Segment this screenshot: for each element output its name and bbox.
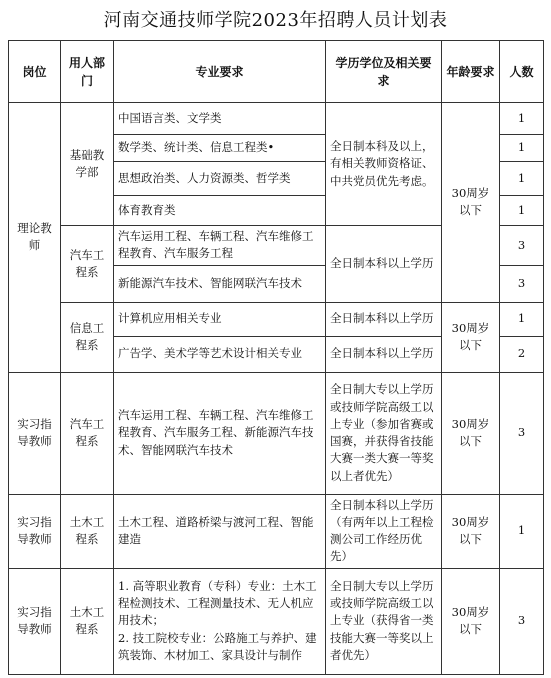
age-cell: 30周岁以下 [442,372,500,494]
count-cell: 3 [500,265,544,302]
post-cell: 理论教师 [9,103,61,373]
dept-cell: 基础教学部 [61,103,114,226]
education-cell: 全日制本科以上学历（有两年以上工程检测公司工作经历优先） [326,494,442,568]
major-cell: 计算机应用相关专业 [114,302,326,336]
age-cell: 30周岁以下 [442,568,500,674]
dept-cell: 土木工程系 [61,494,114,568]
major-cell: 土木工程、道路桥梁与渡河工程、智能建造 [114,494,326,568]
major-cell: 新能源汽车技术、智能网联汽车技术 [114,265,326,302]
age-cell: 30周岁以下 [442,302,500,372]
post-cell: 实习指导教师 [9,568,61,674]
table-row [9,372,544,494]
header-education: 学历学位及相关要求 [326,41,442,103]
header-count: 人数 [500,41,544,103]
dept-cell: 汽车工程系 [61,226,114,303]
table-row [9,568,544,674]
dept-cell: 土木工程系 [61,568,114,674]
header-major: 专业要求 [114,41,326,103]
major-cell: 中国语言类、文学类 [114,103,326,135]
education-cell: 全日制本科以上学历 [326,336,442,372]
post-cell: 实习指导教师 [9,372,61,494]
header-post: 岗位 [9,41,61,103]
table-row [9,302,544,336]
major-cell [114,568,326,674]
post-cell: 实习指导教师 [9,494,61,568]
major-cell: 广告学、美术学等艺术设计相关专业 [114,336,326,372]
count-cell: 1 [500,196,544,226]
count-cell: 3 [500,568,544,674]
count-cell: 1 [500,135,544,162]
count-cell: 3 [500,226,544,266]
header-row [9,41,544,103]
recruitment-table [8,40,544,675]
education-cell: 全日制本科及以上，有相关教师资格证、中共党员优先考虑。 [326,103,442,226]
major-cell: 汽车运用工程、车辆工程、汽车维修工程教育、汽车服务工程 [114,226,326,266]
dept-cell: 信息工程系 [61,302,114,372]
education-cell: 全日制本科以上学历 [326,226,442,303]
major-cell: 思想政治类、人力资源类、哲学类 [114,162,326,196]
age-cell: 30周岁以下 [442,103,500,303]
age-cell: 30周岁以下 [442,494,500,568]
education-cell: 全日制本科以上学历 [326,302,442,336]
count-cell: 1 [500,494,544,568]
major-line: 1. 高等职业教育（专科）专业：土木工程检测技术、工程测量技术、无人机应用技术； [118,578,317,628]
education-cell: 全日制大专以上学历或技师学院高级工以上专业（参加省赛或国赛，并获得省技能大赛一类大赛一等奖以上者优先） [326,372,442,494]
major-line: 2. 技工院校专业：公路施工与养护、建筑装饰、木材加工、家具设计与制作 [118,630,317,662]
dept-cell: 汽车工程系 [61,372,114,494]
count-cell: 1 [500,302,544,336]
count-cell: 3 [500,372,544,494]
major-cell: 数学类、统计类、信息工程类• [114,135,326,162]
major-cell: 体育教育类 [114,196,326,226]
page-title: 河南交通技师学院2023年招聘人员计划表 [103,10,448,31]
count-cell: 2 [500,336,544,372]
header-age: 年龄要求 [442,41,500,103]
header-dept: 用人部门 [61,41,114,103]
education-cell: 全日制大专以上学历或技师学院高级工以上专业（获得省一类技能大赛一等奖以上者优先） [326,568,442,674]
count-cell: 1 [500,103,544,135]
major-cell: 汽车运用工程、车辆工程、汽车维修工程教育、汽车服务工程、新能源汽车技术、智能网联汽车技术 [114,372,326,494]
table-row [9,494,544,568]
table-row [9,103,544,135]
count-cell: 1 [500,162,544,196]
